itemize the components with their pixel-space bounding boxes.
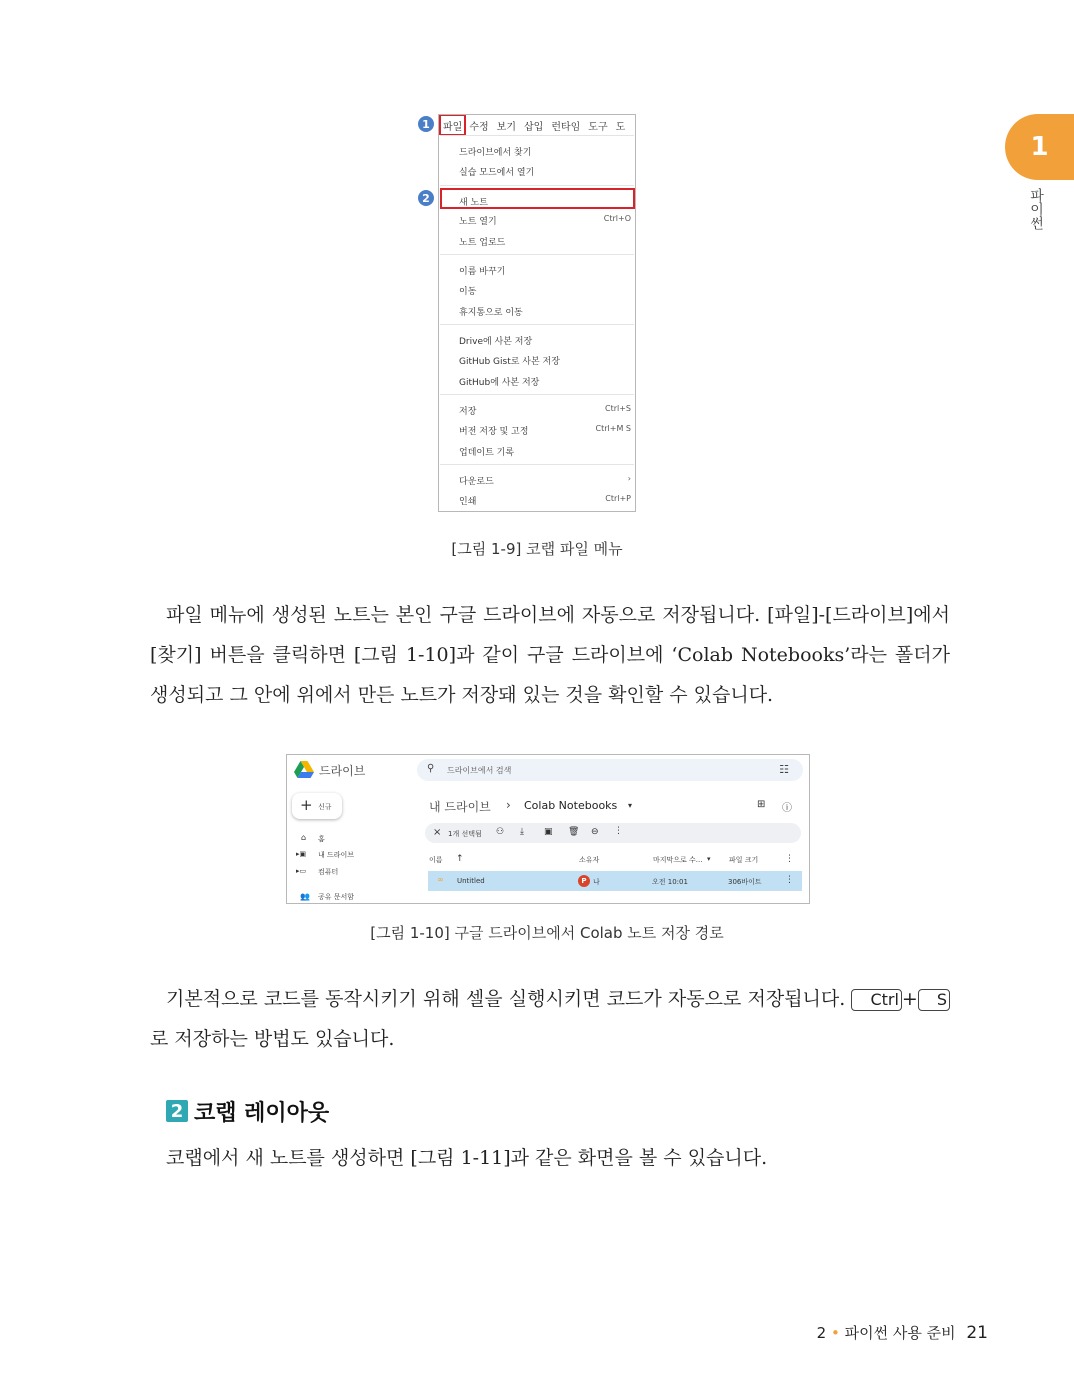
- row-more-icon[interactable]: ⋮: [785, 875, 794, 885]
- menu-tools[interactable]: 도구: [588, 122, 608, 133]
- my-drive-icon: ▸▣: [296, 850, 307, 858]
- download-icon[interactable]: ⤓: [520, 827, 524, 837]
- sort-up-icon[interactable]: ↑: [456, 854, 464, 864]
- nav-computers[interactable]: 컴퓨터: [318, 868, 339, 876]
- chevron-down-icon[interactable]: ▾: [628, 801, 633, 810]
- search-options-icon[interactable]: ☷: [779, 763, 789, 776]
- owner-name: 나: [593, 878, 600, 886]
- menu-help[interactable]: 도: [615, 122, 626, 133]
- column-size[interactable]: 파일 크기: [729, 856, 759, 864]
- column-sort-dropdown-icon[interactable]: ▾: [707, 855, 711, 863]
- file-name[interactable]: Untitled: [457, 877, 485, 885]
- nav-my-drive[interactable]: 내 드라이브: [318, 851, 355, 859]
- drive-search-box[interactable]: [417, 759, 803, 781]
- column-name[interactable]: 이름: [429, 856, 443, 864]
- menu-item-move[interactable]: 이동: [459, 287, 477, 297]
- chapter-label: 파이썬: [1028, 188, 1044, 230]
- grid-view-icon[interactable]: ⊞: [757, 799, 766, 810]
- column-menu-icon[interactable]: ⋮: [785, 854, 794, 864]
- drive-logo-icon: [294, 761, 314, 778]
- menu-file[interactable]: 파일: [440, 115, 465, 135]
- table-row[interactable]: [428, 871, 802, 891]
- new-button-label: 신규: [318, 803, 332, 811]
- computer-icon: ▸▭: [296, 867, 307, 875]
- section-title: 코랩 레이아웃: [194, 1101, 330, 1126]
- breadcrumb-root[interactable]: 내 드라이브: [429, 800, 491, 814]
- menu-divider: [440, 254, 634, 255]
- breadcrumb-separator: ›: [506, 798, 511, 812]
- search-icon: ⚲: [427, 763, 435, 774]
- modified-time: 오전 10:01: [652, 878, 688, 886]
- body-paragraph-3: 코랩에서 새 노트를 생성하면 [그림 1-11]과 같은 화면을 볼 수 있습니다.: [166, 1147, 768, 1169]
- info-icon[interactable]: ⓘ: [782, 803, 792, 814]
- close-icon[interactable]: ×: [433, 827, 442, 838]
- figure2-caption: [그림 1-10] 구글 드라이브에서 Colab 노트 저장 경로: [370, 924, 724, 942]
- nav-shared[interactable]: 공유 문서함: [318, 893, 355, 901]
- new-note-highlight: [440, 188, 635, 209]
- footer-chapter-title: 파이썬 사용 준비: [844, 1324, 956, 1342]
- menu-view[interactable]: 보기: [496, 122, 516, 133]
- menu-divider: [440, 464, 634, 465]
- page-footer: [817, 1322, 988, 1343]
- section-number: 2: [166, 1100, 188, 1122]
- chapter-tab: [1005, 114, 1074, 180]
- menu-item-save-copy-drive[interactable]: Drive에 사본 저장: [459, 337, 533, 347]
- menubar: [439, 115, 635, 135]
- link-icon[interactable]: ⊖: [591, 827, 599, 837]
- drive-app-name: 드라이브: [319, 764, 366, 778]
- menu-item-save[interactable]: 저장 Ctrl+S: [459, 404, 631, 417]
- menu-divider: [440, 324, 634, 325]
- menu-item-open-playground[interactable]: 실습 모드에서 열기: [459, 168, 535, 178]
- trash-icon[interactable]: 🗑: [568, 827, 580, 837]
- menu-item-rename[interactable]: 이름 바꾸기: [459, 267, 506, 277]
- menu-item-open-note[interactable]: 노트 열기 Ctrl+O: [459, 214, 631, 227]
- home-icon: ⌂: [301, 833, 307, 842]
- step-badge-1: 1: [418, 116, 434, 132]
- body-paragraph-2: 기본적으로 코드를 동작시키기 위해 셀을 실행시키면 코드가 자동으로 저장됩니다. Ctrl + S로 저장하는 방법도 있습니다.: [150, 979, 950, 1059]
- breadcrumb-folder[interactable]: Colab Notebooks: [524, 799, 618, 812]
- shared-icon: 👥: [300, 892, 310, 901]
- menu-divider: [440, 394, 634, 395]
- chapter-number: 1: [1030, 132, 1049, 162]
- plus-icon: +: [300, 796, 313, 814]
- s-key: S: [918, 989, 950, 1011]
- menu-item-download[interactable]: 다운로드 ›: [459, 474, 631, 487]
- more-options-icon[interactable]: ⋮: [614, 826, 623, 836]
- footer-chapter-number: 2: [816, 1324, 827, 1342]
- move-icon[interactable]: ▣: [544, 827, 553, 837]
- owner-avatar: P: [578, 875, 590, 887]
- file-size: 306바이트: [728, 878, 762, 886]
- menu-divider: [440, 135, 634, 136]
- column-owner[interactable]: 소유자: [579, 856, 600, 864]
- menu-divider: [440, 185, 634, 186]
- menu-item-save-copy-gist[interactable]: GitHub Gist로 사본 저장: [459, 357, 560, 367]
- menu-edit[interactable]: 수정: [469, 122, 489, 133]
- menu-runtime[interactable]: 런타임: [551, 122, 581, 133]
- menu-item-print[interactable]: 인쇄 Ctrl+P: [459, 494, 631, 507]
- menu-item-upload-note[interactable]: 노트 업로드: [459, 238, 506, 248]
- menu-item-trash[interactable]: 휴지통으로 이동: [459, 308, 523, 318]
- selection-toolbar: [425, 823, 801, 843]
- colab-file-icon: ∞: [437, 875, 444, 884]
- nav-home[interactable]: 홈: [318, 835, 325, 843]
- body-paragraph-1: 파일 메뉴에 생성된 노트는 본인 구글 드라이브에 자동으로 저장됩니다. [파일]-[드라이브]에서 [찾기] 버튼을 클릭하면 [그림 1-10]과 같이 구글 드라이브에 ‘Colab Notebooks’라는 폴더가 생성되고 그 안에 위에서 만든 노트가 저장돼 있는 것을 확인할 수 있습니다.: [150, 604, 950, 706]
- menu-item-save-pin-version[interactable]: 버전 저장 및 고정 Ctrl+M S: [459, 424, 631, 437]
- column-modified[interactable]: 마지막으로 수...: [653, 856, 703, 864]
- menu-item-find-in-drive[interactable]: 드라이브에서 찾기: [459, 148, 532, 158]
- menu-insert[interactable]: 삽입: [523, 122, 544, 133]
- page-number: 21: [966, 1323, 988, 1343]
- step-badge-2: 2: [418, 190, 434, 206]
- ctrl-key: Ctrl: [851, 989, 901, 1011]
- google-drive-screenshot: [286, 754, 810, 904]
- footer-dot: •: [830, 1324, 840, 1342]
- menu-item-new-note[interactable]: 새 노트: [459, 198, 488, 208]
- file-menu-screenshot: [438, 114, 636, 512]
- menu-item-save-copy-github[interactable]: GitHub에 사본 저장: [459, 378, 540, 388]
- search-input[interactable]: 드라이브에서 검색: [447, 766, 512, 775]
- menu-item-revision-history[interactable]: 업데이트 기록: [459, 448, 515, 458]
- figure1-caption: [그림 1-9] 코랩 파일 메뉴: [451, 540, 623, 558]
- selection-count: 1개 선택됨: [448, 830, 482, 838]
- new-button[interactable]: [292, 793, 342, 819]
- share-icon[interactable]: ⚇: [496, 827, 505, 837]
